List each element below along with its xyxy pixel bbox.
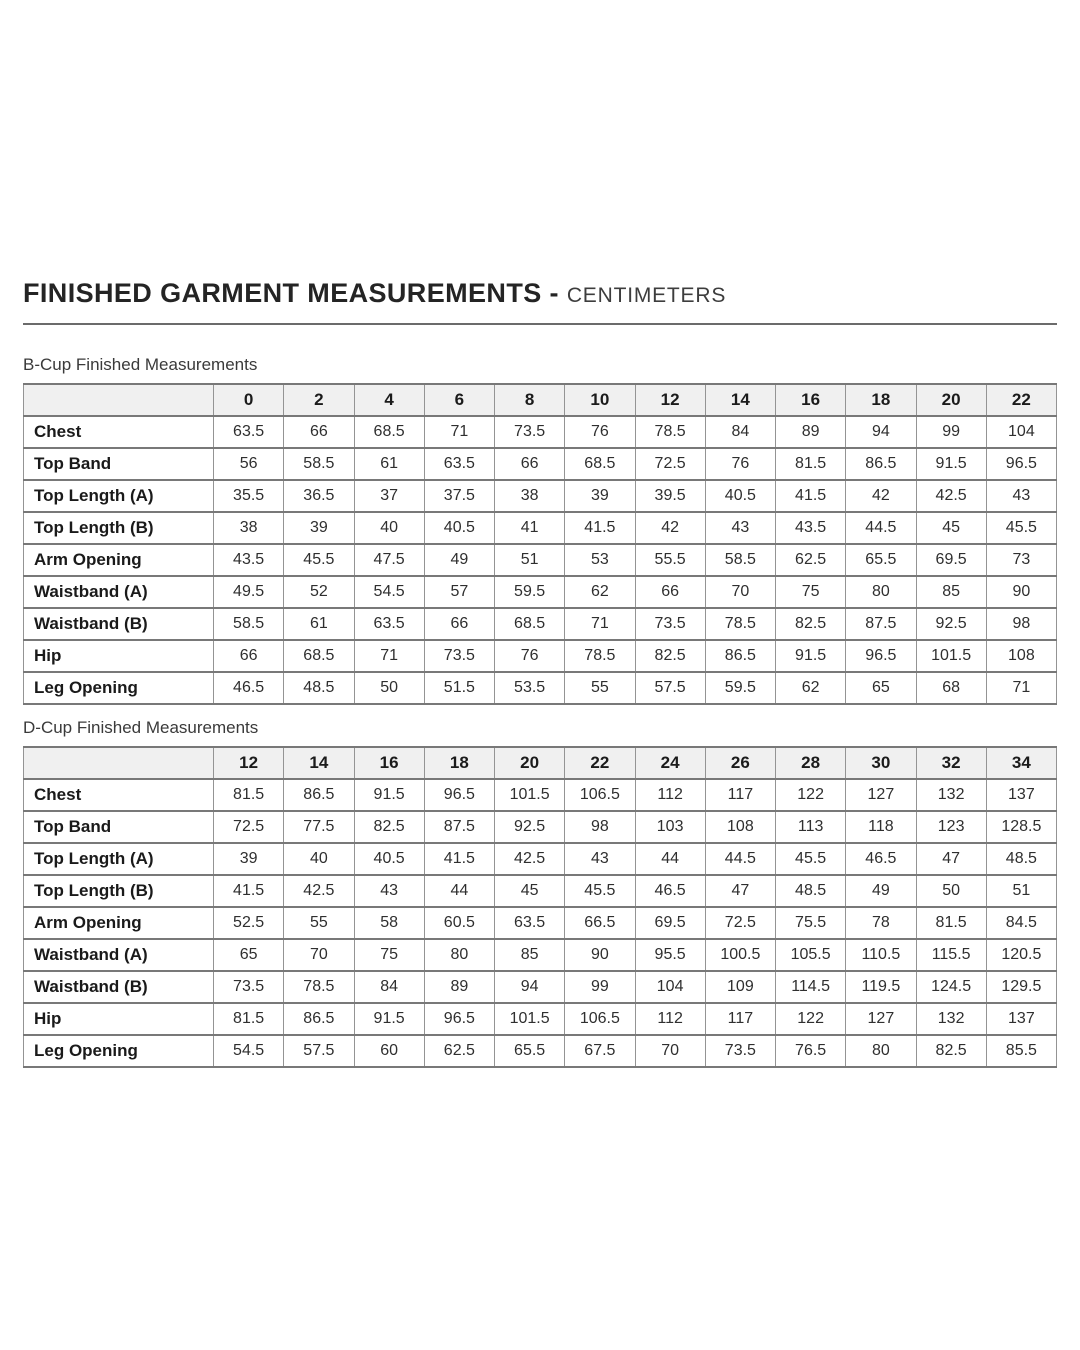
measurement-label-cell: Top Length (B) — [24, 512, 214, 544]
value-cell: 67.5 — [565, 1035, 635, 1067]
value-cell: 129.5 — [986, 971, 1056, 1003]
value-cell: 65.5 — [495, 1035, 565, 1067]
size-header-cell: 12 — [214, 747, 284, 779]
value-cell: 62.5 — [424, 1035, 494, 1067]
value-cell: 65 — [846, 672, 916, 704]
measurement-row — [24, 672, 1057, 704]
value-cell: 76 — [705, 448, 775, 480]
table-caption-bcup: B-Cup Finished Measurements — [23, 355, 258, 374]
value-cell: 61 — [284, 608, 354, 640]
size-header-cell: 32 — [916, 747, 986, 779]
measurement-label-cell: Chest — [24, 416, 214, 448]
value-cell: 113 — [776, 811, 846, 843]
measurement-row — [24, 576, 1057, 608]
value-cell: 117 — [705, 1003, 775, 1035]
measurement-label-cell: Waistband (B) — [24, 608, 214, 640]
value-cell: 72.5 — [214, 811, 284, 843]
value-cell: 104 — [986, 416, 1056, 448]
size-header-cell: 2 — [284, 384, 354, 416]
value-cell: 59.5 — [495, 576, 565, 608]
value-cell: 137 — [986, 1003, 1056, 1035]
value-cell: 43 — [565, 843, 635, 875]
measurement-row — [24, 480, 1057, 512]
value-cell: 87.5 — [846, 608, 916, 640]
size-header-cell: 24 — [635, 747, 705, 779]
value-cell: 39.5 — [635, 480, 705, 512]
size-header-cell: 16 — [776, 384, 846, 416]
size-header-cell: 18 — [424, 747, 494, 779]
bcup-measurements-table — [23, 383, 1057, 705]
value-cell: 58.5 — [284, 448, 354, 480]
measurement-row — [24, 544, 1057, 576]
value-cell: 65.5 — [846, 544, 916, 576]
size-header-cell: 6 — [424, 384, 494, 416]
value-cell: 52.5 — [214, 907, 284, 939]
value-cell: 44 — [424, 875, 494, 907]
value-cell: 78.5 — [565, 640, 635, 672]
value-cell: 46.5 — [214, 672, 284, 704]
value-cell: 58.5 — [705, 544, 775, 576]
value-cell: 73 — [986, 544, 1056, 576]
value-cell: 48.5 — [776, 875, 846, 907]
size-header-cell: 34 — [986, 747, 1056, 779]
value-cell: 66 — [424, 608, 494, 640]
measurement-label-cell: Hip — [24, 1003, 214, 1035]
value-cell: 92.5 — [495, 811, 565, 843]
value-cell: 96.5 — [424, 779, 494, 811]
value-cell: 123 — [916, 811, 986, 843]
value-cell: 87.5 — [424, 811, 494, 843]
value-cell: 109 — [705, 971, 775, 1003]
size-header-row — [24, 747, 1057, 779]
measurement-label-cell: Hip — [24, 640, 214, 672]
size-header-cell: 4 — [354, 384, 424, 416]
size-header-cell: 8 — [495, 384, 565, 416]
value-cell: 44.5 — [705, 843, 775, 875]
corner-cell — [24, 384, 214, 416]
value-cell: 103 — [635, 811, 705, 843]
value-cell: 124.5 — [916, 971, 986, 1003]
value-cell: 45.5 — [284, 544, 354, 576]
value-cell: 118 — [846, 811, 916, 843]
value-cell: 91.5 — [354, 1003, 424, 1035]
value-cell: 37.5 — [424, 480, 494, 512]
value-cell: 66 — [635, 576, 705, 608]
value-cell: 46.5 — [635, 875, 705, 907]
value-cell: 73.5 — [424, 640, 494, 672]
value-cell: 112 — [635, 1003, 705, 1035]
value-cell: 62 — [565, 576, 635, 608]
value-cell: 128.5 — [986, 811, 1056, 843]
value-cell: 47 — [916, 843, 986, 875]
value-cell: 91.5 — [354, 779, 424, 811]
value-cell: 108 — [705, 811, 775, 843]
value-cell: 82.5 — [776, 608, 846, 640]
value-cell: 101.5 — [916, 640, 986, 672]
value-cell: 112 — [635, 779, 705, 811]
size-header-cell: 10 — [565, 384, 635, 416]
value-cell: 69.5 — [916, 544, 986, 576]
value-cell: 57.5 — [284, 1035, 354, 1067]
value-cell: 104 — [635, 971, 705, 1003]
value-cell: 132 — [916, 779, 986, 811]
value-cell: 96.5 — [986, 448, 1056, 480]
value-cell: 45.5 — [565, 875, 635, 907]
value-cell: 127 — [846, 1003, 916, 1035]
value-cell: 42 — [635, 512, 705, 544]
value-cell: 86.5 — [705, 640, 775, 672]
size-header-cell: 12 — [635, 384, 705, 416]
value-cell: 62.5 — [776, 544, 846, 576]
value-cell: 89 — [776, 416, 846, 448]
value-cell: 41.5 — [565, 512, 635, 544]
corner-cell — [24, 747, 214, 779]
value-cell: 108 — [986, 640, 1056, 672]
value-cell: 50 — [916, 875, 986, 907]
value-cell: 40 — [354, 512, 424, 544]
measurement-label-cell: Waistband (A) — [24, 576, 214, 608]
value-cell: 84.5 — [986, 907, 1056, 939]
value-cell: 51 — [495, 544, 565, 576]
measurement-row — [24, 608, 1057, 640]
size-header-cell: 20 — [495, 747, 565, 779]
value-cell: 106.5 — [565, 1003, 635, 1035]
value-cell: 45.5 — [776, 843, 846, 875]
value-cell: 41 — [495, 512, 565, 544]
size-header-cell: 30 — [846, 747, 916, 779]
value-cell: 68.5 — [495, 608, 565, 640]
value-cell: 119.5 — [846, 971, 916, 1003]
value-cell: 72.5 — [635, 448, 705, 480]
value-cell: 75 — [776, 576, 846, 608]
value-cell: 98 — [986, 608, 1056, 640]
value-cell: 38 — [495, 480, 565, 512]
value-cell: 86.5 — [846, 448, 916, 480]
value-cell: 73.5 — [495, 416, 565, 448]
value-cell: 84 — [354, 971, 424, 1003]
value-cell: 57 — [424, 576, 494, 608]
measurement-row — [24, 843, 1057, 875]
value-cell: 49.5 — [214, 576, 284, 608]
value-cell: 52 — [284, 576, 354, 608]
size-header-cell: 22 — [986, 384, 1056, 416]
value-cell: 59.5 — [705, 672, 775, 704]
value-cell: 85 — [495, 939, 565, 971]
value-cell: 43.5 — [214, 544, 284, 576]
value-cell: 49 — [846, 875, 916, 907]
value-cell: 90 — [986, 576, 1056, 608]
value-cell: 58 — [354, 907, 424, 939]
value-cell: 69.5 — [635, 907, 705, 939]
value-cell: 86.5 — [284, 1003, 354, 1035]
value-cell: 89 — [424, 971, 494, 1003]
value-cell: 66 — [284, 416, 354, 448]
value-cell: 81.5 — [214, 1003, 284, 1035]
value-cell: 53 — [565, 544, 635, 576]
value-cell: 99 — [565, 971, 635, 1003]
value-cell: 41.5 — [776, 480, 846, 512]
value-cell: 71 — [424, 416, 494, 448]
value-cell: 78.5 — [705, 608, 775, 640]
value-cell: 63.5 — [214, 416, 284, 448]
measurement-row — [24, 971, 1057, 1003]
value-cell: 80 — [424, 939, 494, 971]
value-cell: 76 — [565, 416, 635, 448]
measurement-row — [24, 907, 1057, 939]
value-cell: 66 — [214, 640, 284, 672]
size-header-cell: 18 — [846, 384, 916, 416]
value-cell: 45.5 — [986, 512, 1056, 544]
measurement-label-cell: Waistband (B) — [24, 971, 214, 1003]
value-cell: 65 — [214, 939, 284, 971]
value-cell: 71 — [354, 640, 424, 672]
value-cell: 66 — [495, 448, 565, 480]
value-cell: 36.5 — [284, 480, 354, 512]
value-cell: 76.5 — [776, 1035, 846, 1067]
measurement-label-cell: Leg Opening — [24, 1035, 214, 1067]
page-title — [23, 278, 1057, 309]
measurement-row — [24, 1003, 1057, 1035]
value-cell: 114.5 — [776, 971, 846, 1003]
value-cell: 82.5 — [354, 811, 424, 843]
value-cell: 46.5 — [846, 843, 916, 875]
measurement-row — [24, 811, 1057, 843]
page-title-main: FINISHED GARMENT MEASUREMENTS - — [23, 278, 559, 308]
value-cell: 44.5 — [846, 512, 916, 544]
value-cell: 42.5 — [284, 875, 354, 907]
value-cell: 120.5 — [986, 939, 1056, 971]
value-cell: 71 — [565, 608, 635, 640]
value-cell: 45 — [495, 875, 565, 907]
value-cell: 39 — [284, 512, 354, 544]
value-cell: 55.5 — [635, 544, 705, 576]
measurement-label-cell: Chest — [24, 779, 214, 811]
measurement-row — [24, 939, 1057, 971]
value-cell: 60.5 — [424, 907, 494, 939]
value-cell: 91.5 — [776, 640, 846, 672]
value-cell: 110.5 — [846, 939, 916, 971]
value-cell: 68 — [916, 672, 986, 704]
measurement-label-cell: Top Length (A) — [24, 480, 214, 512]
value-cell: 40.5 — [705, 480, 775, 512]
value-cell: 63.5 — [354, 608, 424, 640]
value-cell: 66.5 — [565, 907, 635, 939]
value-cell: 47 — [705, 875, 775, 907]
value-cell: 40.5 — [354, 843, 424, 875]
value-cell: 77.5 — [284, 811, 354, 843]
value-cell: 96.5 — [424, 1003, 494, 1035]
measurement-label-cell: Top Band — [24, 811, 214, 843]
value-cell: 72.5 — [705, 907, 775, 939]
size-header-cell: 14 — [705, 384, 775, 416]
value-cell: 49 — [424, 544, 494, 576]
value-cell: 61 — [354, 448, 424, 480]
value-cell: 101.5 — [495, 779, 565, 811]
measurement-row — [24, 640, 1057, 672]
value-cell: 39 — [214, 843, 284, 875]
value-cell: 91.5 — [916, 448, 986, 480]
value-cell: 85.5 — [986, 1035, 1056, 1067]
value-cell: 115.5 — [916, 939, 986, 971]
size-header-cell: 20 — [916, 384, 986, 416]
value-cell: 42 — [846, 480, 916, 512]
value-cell: 92.5 — [916, 608, 986, 640]
value-cell: 70 — [705, 576, 775, 608]
value-cell: 41.5 — [424, 843, 494, 875]
value-cell: 94 — [495, 971, 565, 1003]
value-cell: 53.5 — [495, 672, 565, 704]
value-cell: 95.5 — [635, 939, 705, 971]
page-title-unit: CENTIMETERS — [566, 284, 727, 307]
value-cell: 85 — [916, 576, 986, 608]
value-cell: 80 — [846, 576, 916, 608]
value-cell: 56 — [214, 448, 284, 480]
value-cell: 44 — [635, 843, 705, 875]
value-cell: 68.5 — [565, 448, 635, 480]
measurement-label-cell: Top Length (A) — [24, 843, 214, 875]
value-cell: 96.5 — [846, 640, 916, 672]
value-cell: 137 — [986, 779, 1056, 811]
value-cell: 43 — [354, 875, 424, 907]
value-cell: 105.5 — [776, 939, 846, 971]
value-cell: 73.5 — [214, 971, 284, 1003]
value-cell: 51.5 — [424, 672, 494, 704]
value-cell: 100.5 — [705, 939, 775, 971]
title-divider — [23, 323, 1057, 325]
value-cell: 73.5 — [705, 1035, 775, 1067]
value-cell: 57.5 — [635, 672, 705, 704]
value-cell: 48.5 — [284, 672, 354, 704]
value-cell: 90 — [565, 939, 635, 971]
value-cell: 39 — [565, 480, 635, 512]
value-cell: 54.5 — [354, 576, 424, 608]
value-cell: 55 — [565, 672, 635, 704]
value-cell: 78.5 — [284, 971, 354, 1003]
value-cell: 84 — [705, 416, 775, 448]
measurement-label-cell: Arm Opening — [24, 544, 214, 576]
value-cell: 58.5 — [214, 608, 284, 640]
value-cell: 63.5 — [424, 448, 494, 480]
value-cell: 81.5 — [776, 448, 846, 480]
value-cell: 82.5 — [635, 640, 705, 672]
measurement-row — [24, 448, 1057, 480]
size-header-cell: 26 — [705, 747, 775, 779]
value-cell: 35.5 — [214, 480, 284, 512]
measurement-label-cell: Waistband (A) — [24, 939, 214, 971]
value-cell: 68.5 — [284, 640, 354, 672]
measurement-label-cell: Arm Opening — [24, 907, 214, 939]
dcup-measurements-table — [23, 746, 1057, 1068]
measurement-row — [24, 779, 1057, 811]
size-header-cell: 0 — [214, 384, 284, 416]
measurement-label-cell: Top Band — [24, 448, 214, 480]
value-cell: 42.5 — [495, 843, 565, 875]
value-cell: 42.5 — [916, 480, 986, 512]
value-cell: 81.5 — [214, 779, 284, 811]
value-cell: 62 — [776, 672, 846, 704]
measurement-row — [24, 1035, 1057, 1067]
value-cell: 54.5 — [214, 1035, 284, 1067]
value-cell: 48.5 — [986, 843, 1056, 875]
value-cell: 55 — [284, 907, 354, 939]
value-cell: 38 — [214, 512, 284, 544]
value-cell: 106.5 — [565, 779, 635, 811]
value-cell: 43 — [705, 512, 775, 544]
value-cell: 71 — [986, 672, 1056, 704]
size-header-cell: 16 — [354, 747, 424, 779]
value-cell: 99 — [916, 416, 986, 448]
value-cell: 117 — [705, 779, 775, 811]
value-cell: 68.5 — [354, 416, 424, 448]
size-header-row — [24, 384, 1057, 416]
value-cell: 73.5 — [635, 608, 705, 640]
value-cell: 43.5 — [776, 512, 846, 544]
table-caption-dcup: D-Cup Finished Measurements — [23, 718, 259, 737]
value-cell: 75 — [354, 939, 424, 971]
value-cell: 76 — [495, 640, 565, 672]
value-cell: 70 — [284, 939, 354, 971]
measurement-label-cell: Leg Opening — [24, 672, 214, 704]
value-cell: 122 — [776, 779, 846, 811]
value-cell: 98 — [565, 811, 635, 843]
value-cell: 50 — [354, 672, 424, 704]
value-cell: 78 — [846, 907, 916, 939]
size-header-cell: 22 — [565, 747, 635, 779]
value-cell: 40.5 — [424, 512, 494, 544]
value-cell: 132 — [916, 1003, 986, 1035]
value-cell: 37 — [354, 480, 424, 512]
value-cell: 75.5 — [776, 907, 846, 939]
value-cell: 127 — [846, 779, 916, 811]
value-cell: 51 — [986, 875, 1056, 907]
value-cell: 94 — [846, 416, 916, 448]
measurement-label-cell: Top Length (B) — [24, 875, 214, 907]
value-cell: 80 — [846, 1035, 916, 1067]
measurement-row — [24, 875, 1057, 907]
value-cell: 41.5 — [214, 875, 284, 907]
value-cell: 122 — [776, 1003, 846, 1035]
value-cell: 81.5 — [916, 907, 986, 939]
value-cell: 47.5 — [354, 544, 424, 576]
value-cell: 43 — [986, 480, 1056, 512]
value-cell: 78.5 — [635, 416, 705, 448]
value-cell: 40 — [284, 843, 354, 875]
value-cell: 101.5 — [495, 1003, 565, 1035]
value-cell: 82.5 — [916, 1035, 986, 1067]
value-cell: 86.5 — [284, 779, 354, 811]
value-cell: 45 — [916, 512, 986, 544]
value-cell: 60 — [354, 1035, 424, 1067]
measurement-row — [24, 416, 1057, 448]
size-header-cell: 28 — [776, 747, 846, 779]
measurement-row — [24, 512, 1057, 544]
size-header-cell: 14 — [284, 747, 354, 779]
value-cell: 70 — [635, 1035, 705, 1067]
value-cell: 63.5 — [495, 907, 565, 939]
